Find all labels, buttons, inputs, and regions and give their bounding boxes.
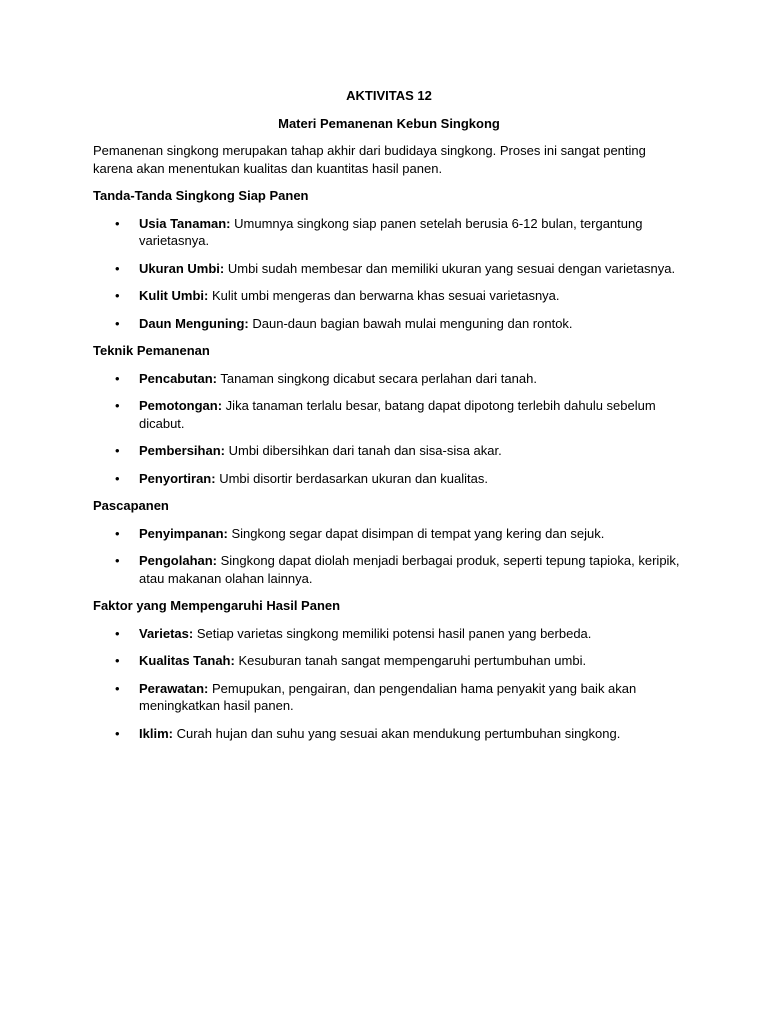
item-term: Penyortiran: [139, 470, 216, 486]
item-text: Umumnya singkong siap panen setelah berusia 6-12 bulan, tergantung varietasnya. [139, 215, 643, 248]
item-term: Kualitas Tanah: [139, 653, 235, 668]
item-text: Kulit umbi mengeras dan berwarna khas sesuai varietasnya. [208, 288, 560, 303]
item-term: Pemotongan: [139, 398, 223, 413]
bullet-icon: • [115, 288, 120, 303]
item-term: Pengolahan: [139, 553, 218, 568]
section-heading-tanda-tanda: Tanda-Tanda Singkong Siap Panen [93, 188, 309, 203]
list-tanda-tanda [93, 215, 685, 333]
item-text: Jika tanaman terlalu besar, batang dapat dipotong terlebih dahulu sebelum dicabut. [139, 398, 656, 431]
list-item [93, 215, 685, 250]
list-item [93, 625, 685, 643]
list-item [93, 680, 685, 715]
bullet-icon: • [115, 260, 120, 276]
bullet-icon: • [115, 625, 120, 641]
bullet-icon: • [115, 398, 120, 413]
bullet-icon: • [115, 370, 120, 386]
item-text: Umbi dibersihkan dari tanah dan sisa-sisa akar. [224, 443, 502, 458]
bullet-icon: • [115, 443, 120, 458]
item-term: Penyimpanan: [139, 525, 228, 541]
document-subtitle: Materi Pemanenan Kebun Singkong [278, 115, 500, 131]
item-term: Pembersihan: [139, 443, 225, 458]
list-item [93, 652, 685, 670]
bullet-icon: • [115, 525, 120, 541]
section-heading-teknik-pemanenan: Teknik Pemanenan [93, 343, 210, 358]
list-item [93, 725, 685, 743]
item-term: Iklim: [139, 725, 173, 741]
item-term: Usia Tanaman: [139, 215, 231, 231]
item-text: Setiap varietas singkong memiliki potensi hasil panen yang berbeda. [193, 625, 592, 641]
list-item [93, 525, 685, 543]
bullet-icon: • [115, 315, 120, 331]
item-text: Kesuburan tanah sangat mempengaruhi pertumbuhan umbi. [234, 653, 587, 668]
list-item [93, 315, 685, 333]
bullet-icon: • [115, 653, 120, 668]
bullet-icon: • [115, 725, 120, 741]
item-text: Tanaman singkong dicabut secara perlahan dari tanah. [217, 370, 537, 386]
list-item [93, 397, 685, 432]
list-teknik-pemanenan [93, 370, 685, 488]
item-term: Perawatan: [139, 680, 209, 696]
item-text: Singkong dapat diolah menjadi berbagai produk, seperti tepung tapioka, keripik, atau makanan olahan lainnya. [139, 553, 680, 586]
document-page [93, 87, 685, 752]
item-text: Singkong segar dapat disimpan di tempat yang kering dan sejuk. [227, 525, 605, 541]
item-term: Pencabutan: [139, 370, 218, 386]
section-heading-faktor: Faktor yang Mempengaruhi Hasil Panen [93, 598, 341, 613]
list-item [93, 470, 685, 488]
item-term: Ukuran Umbi: [139, 260, 225, 276]
list-item [93, 260, 685, 278]
item-term: Daun Menguning: [139, 315, 249, 331]
bullet-icon: • [115, 553, 120, 568]
item-term: Kulit Umbi: [139, 288, 209, 303]
document-title: AKTIVITAS 12 [346, 88, 432, 103]
bullet-icon: • [115, 680, 120, 696]
bullet-icon: • [115, 470, 120, 486]
item-term: Varietas: [139, 625, 194, 641]
list-item [93, 442, 685, 460]
section-heading-pascapanen: Pascapanen [93, 498, 169, 513]
item-text: Umbi sudah membesar dan memiliki ukuran yang sesuai dengan varietasnya. [224, 260, 676, 276]
item-text: Daun-daun bagian bawah mulai menguning dan rontok. [248, 315, 573, 331]
list-pascapanen [93, 525, 685, 588]
list-item [93, 552, 685, 587]
list-faktor [93, 625, 685, 743]
item-text: Pemupukan, pengairan, dan pengendalian hama penyakit yang baik akan meningkatkan hasil panen. [139, 680, 637, 713]
item-text: Umbi disortir berdasarkan ukuran dan kualitas. [215, 470, 488, 486]
intro-paragraph: Pemanenan singkong merupakan tahap akhir dari budidaya singkong. Proses ini sangat penting karena akan menentukan kualitas dan kuantitas hasil panen. [93, 143, 646, 176]
list-item [93, 287, 685, 305]
item-text: Curah hujan dan suhu yang sesuai akan mendukung pertumbuhan singkong. [172, 725, 621, 741]
bullet-icon: • [115, 215, 120, 231]
list-item [93, 370, 685, 388]
